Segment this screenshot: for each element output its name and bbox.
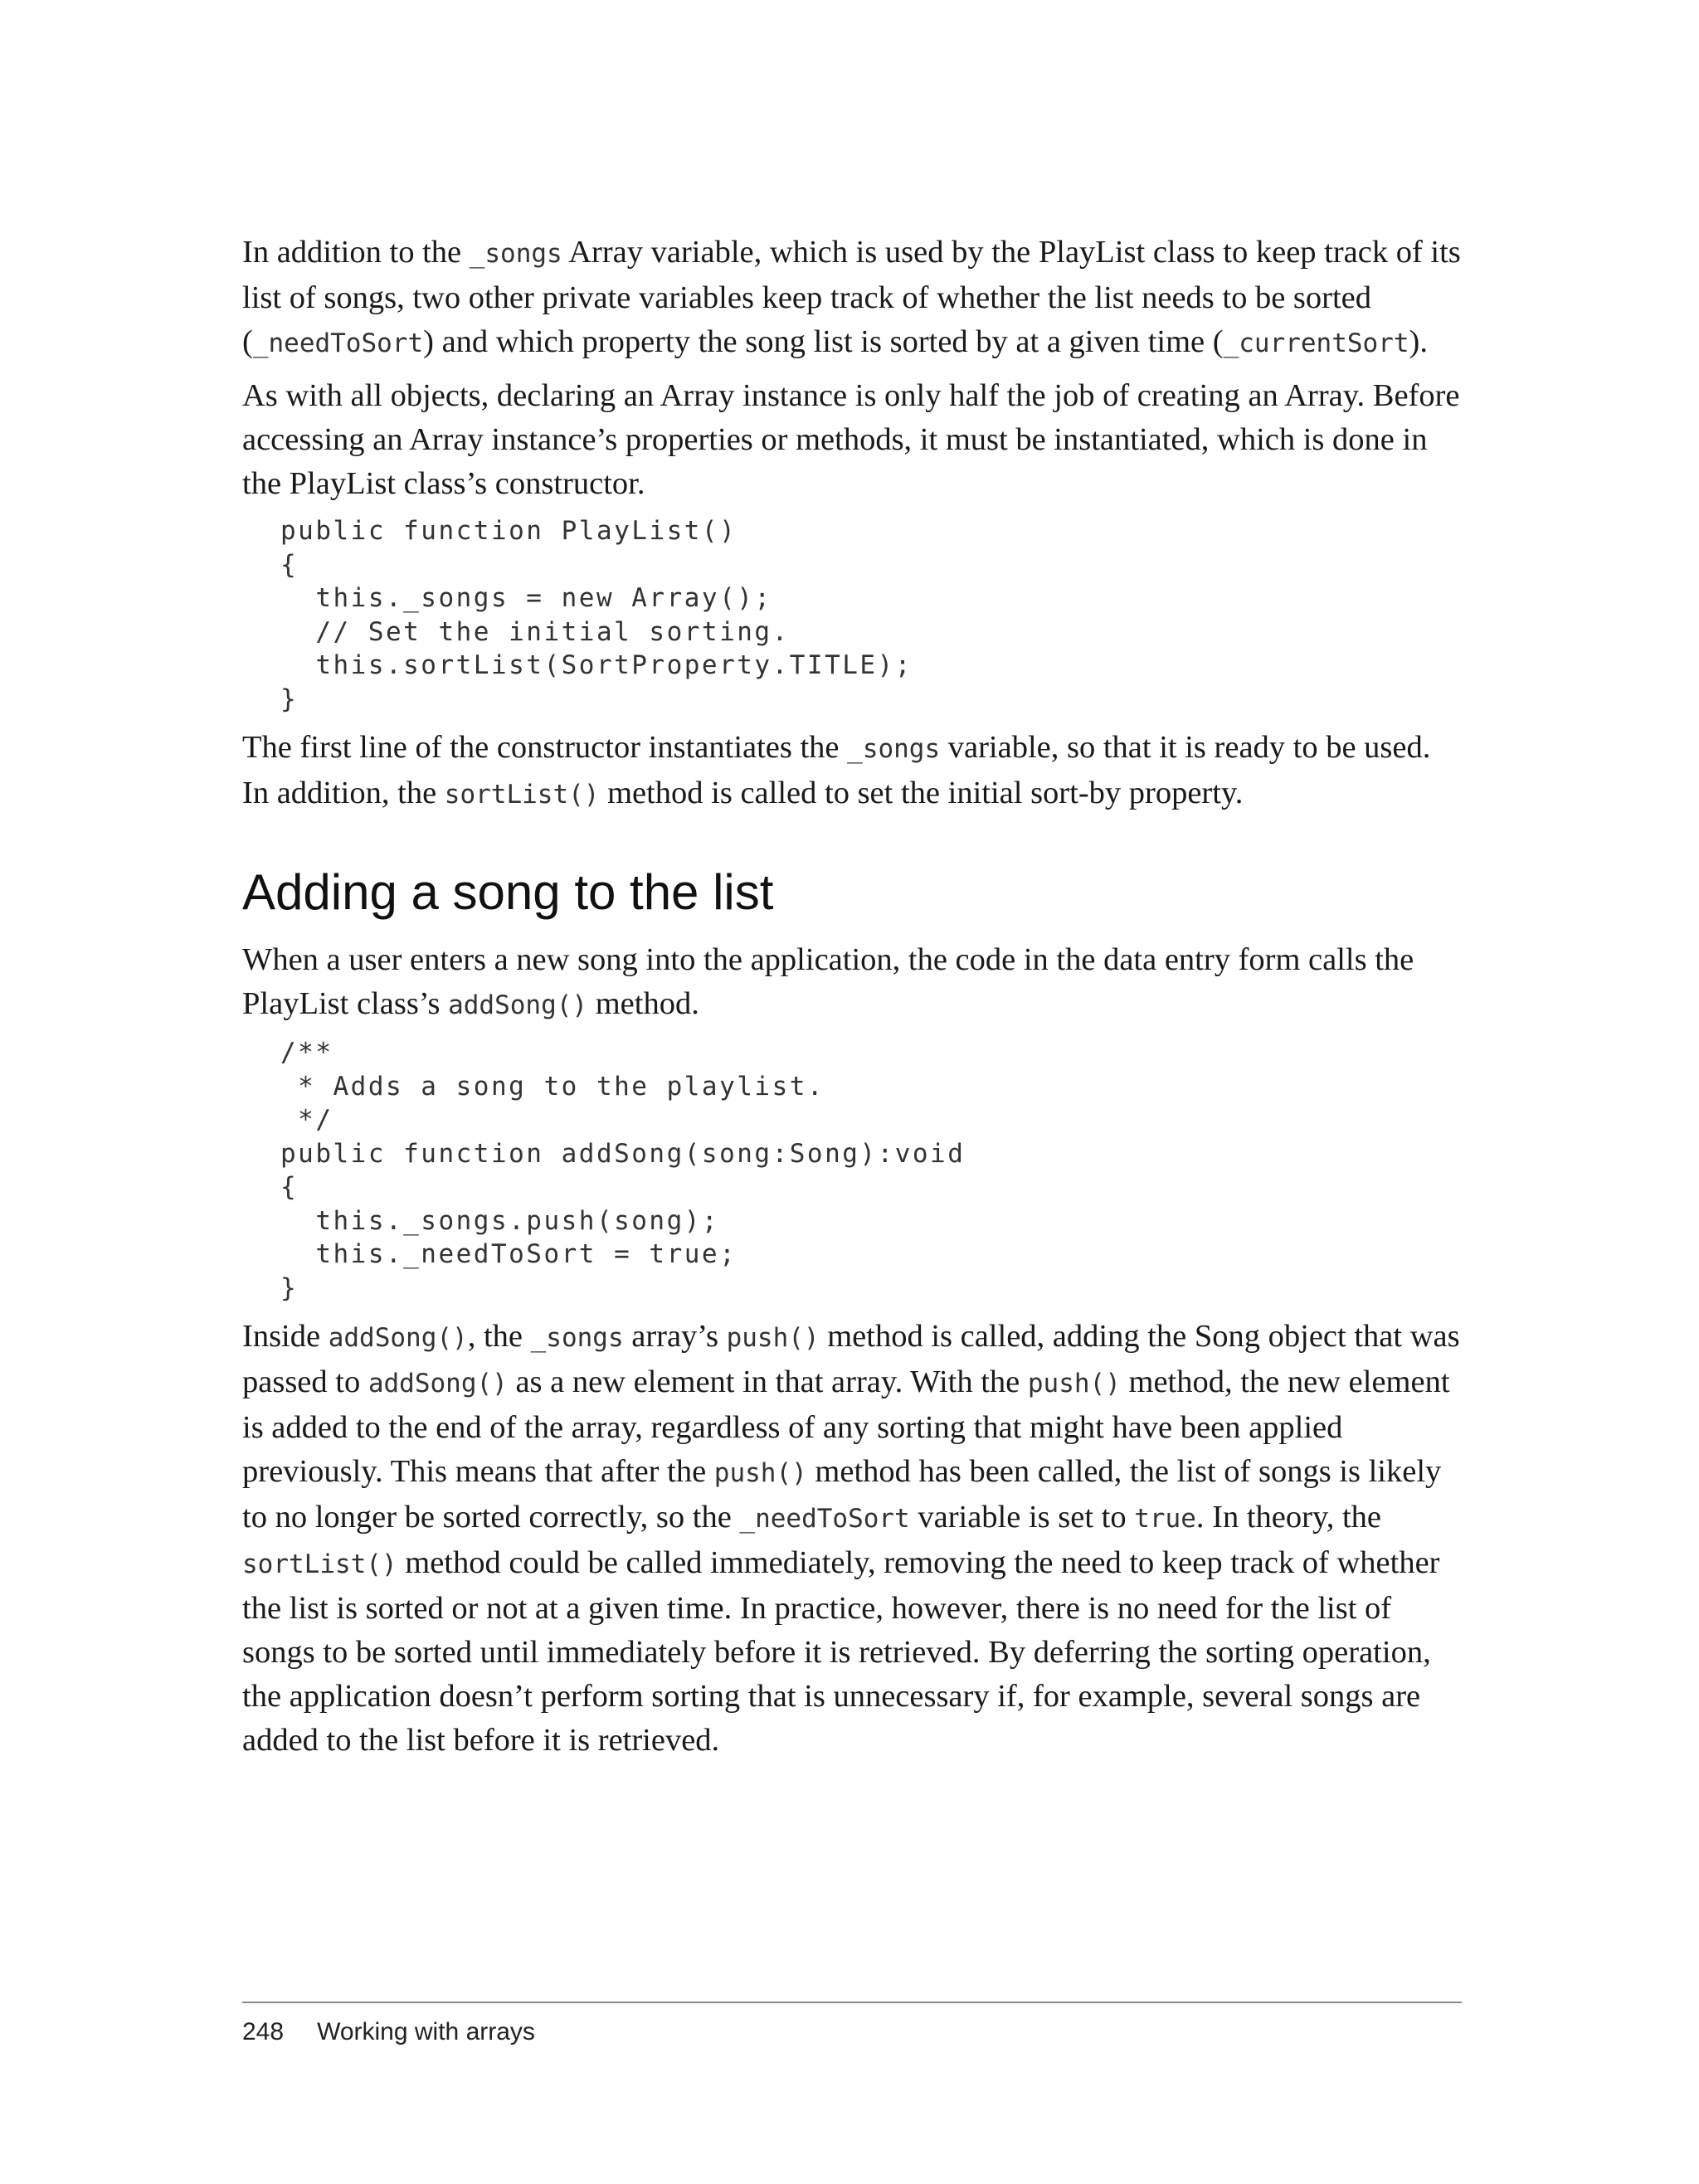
inline-code: _songs [469,239,562,269]
inline-code: _currentSort [1223,328,1409,358]
inline-code: addSong() [448,990,588,1020]
intro-paragraph-1: In addition to the _songs Array variable, which is used by the PlayList class to keep track of its list of songs, two other private variables keep track of whether the list needs to be sorted (_needToSort) and which property the song list is sorted by at a given time (_currentSort). [242,235,1461,359]
code-line: public function addSong(song:Song):void [280,1138,966,1169]
inline-code: _needToSort [252,328,424,358]
section-paragraph-2: Inside addSong(), the _songs array’s push() method is called, adding the Song object that was passed to addSong() as a new element in that array. With the push() method, the new element is added to the end of the array, regardless of any sorting that might have been applied previously. This means that after the push() method has been called, the list of songs is likely to no longer be sorted correctly, so the _needToSort variable is set to true. In theory, the sortList() method could be called immediately, removing the need to keep track of whether the list is sorted or not at a given time. In practice, however, there is no need for the list of songs to be sorted until immediately before it is retrieved. By deferring the sorting operation, the application doesn’t perform sorting that is unnecessary if, for example, several songs are added to the list before it is retrieved. [242,1319,1460,1758]
inline-code: sortList() [444,780,600,810]
code-line: public function PlayList() [280,516,738,546]
footer-text [242,2018,1462,2046]
code-line: } [280,1272,299,1303]
page-footer [242,2002,1462,2046]
page-body [242,231,1462,1771]
inline-code: push() [1027,1369,1121,1398]
intro-paragraph-2: As with all objects, declaring an Array instance is only half the job of creating an Array. Before accessing an Array instance’s properties or methods, it must be instantiated, which is done in the PlayList class’s constructor. [242,378,1460,501]
inline-code: _songs [530,1323,624,1353]
footer-rule [242,2002,1462,2003]
section-paragraph-1: When a user enters a new song into the application, the code in the data entry form calls the PlayList class’s addSong() method. [242,942,1414,1021]
code-line: */ [280,1105,333,1135]
code-line: // Set the initial sorting. [280,616,790,647]
inline-code: push() [713,1458,807,1488]
inline-code: true [1134,1504,1196,1534]
code-line: this._songs.push(song); [280,1205,720,1236]
intro-paragraph-3: The first line of the constructor instantiates the _songs variable, so that it is ready to be used. In addition, the sortList() method is called to set the initial sort-by property. [242,730,1431,810]
inline-code: addSong() [368,1369,508,1398]
section-heading: Adding a song to the list [242,864,774,920]
chapter-title: Working with arrays [317,2018,535,2045]
page-number: 248 [242,2018,285,2045]
inline-code: addSong() [328,1323,468,1353]
code-line: { [280,549,299,580]
code-line: this.sortList(SortProperty.TITLE); [280,650,913,680]
inline-code: _needToSort [739,1504,910,1534]
inline-code: sortList() [242,1549,397,1579]
code-line: /** [280,1038,333,1068]
code-block-constructor [280,514,1462,716]
code-line: this._songs = new Array(); [280,583,772,613]
code-line: * Adds a song to the playlist. [280,1071,825,1102]
code-line: { [280,1172,299,1202]
code-line: this._needToSort = true; [280,1239,738,1269]
inline-code: push() [726,1323,820,1353]
code-line: } [280,683,299,714]
code-block-addsong [280,1036,1462,1305]
inline-code: _songs [847,734,941,764]
